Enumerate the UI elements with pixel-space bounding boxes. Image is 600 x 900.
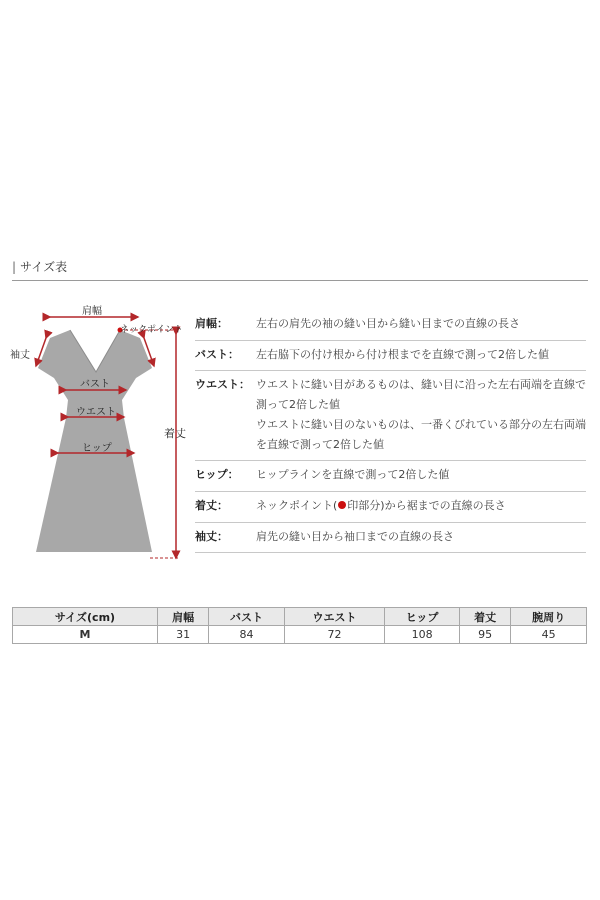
desc-row-bust: [195, 341, 586, 371]
size-table-header: 腕周り: [511, 608, 587, 626]
desc-term: 着丈：: [195, 499, 228, 512]
size-table-header-row: [13, 608, 587, 626]
desc-term: ウエスト：: [195, 378, 250, 391]
desc-row-sleeve: [195, 523, 586, 553]
red-dot-icon: [338, 501, 346, 509]
desc-row-length: [195, 492, 586, 523]
desc-text: 肩先の縫い目から袖口までの直線の長さ: [256, 530, 454, 543]
size-table: [12, 607, 587, 644]
desc-text: 左右の肩先の袖の縫い目から縫い目までの直線の長さ: [256, 317, 520, 330]
size-cell: M: [13, 626, 158, 644]
desc-term: 肩幅：: [195, 317, 228, 330]
desc-row-waist: [195, 371, 586, 461]
desc-text: 測って2倍した値: [256, 398, 340, 411]
size-cell: 108: [385, 626, 460, 644]
table-row: [13, 626, 587, 644]
length-label: 着丈: [164, 427, 186, 440]
waist-label: ウエスト: [76, 407, 116, 418]
size-cell: 31: [158, 626, 209, 644]
desc-text: [256, 496, 586, 516]
measurement-descriptions: [195, 310, 586, 553]
size-table-header: ヒップ: [385, 608, 460, 626]
sleeve-label: 袖丈: [10, 350, 30, 361]
desc-term: ヒップ：: [195, 468, 239, 481]
section-title-text: サイズ表: [20, 260, 68, 274]
size-table-header: バスト: [209, 608, 285, 626]
size-table-header: サイズ(cm): [13, 608, 158, 626]
desc-text: ヒップラインを直線で測って2倍した値: [256, 468, 450, 481]
size-cell: 72: [284, 626, 384, 644]
size-table-header: 肩幅: [158, 608, 209, 626]
size-cell: 95: [460, 626, 511, 644]
desc-term: 袖丈：: [195, 530, 228, 543]
desc-row-hip: [195, 461, 586, 492]
desc-text: ウエストに縫い目のないものは、一番くびれている部分の左右両端: [256, 418, 586, 431]
title-divider: [12, 280, 588, 281]
desc-text: を直線で測って2倍した値: [256, 438, 384, 451]
section-title: | サイズ表: [12, 260, 68, 274]
desc-text: 左右脇下の付け根から付け根までを直線で測って2倍した値: [256, 348, 549, 361]
dress-diagram: [0, 290, 190, 570]
desc-text-before: ネックポイント(: [256, 499, 338, 512]
desc-text: ウエストに縫い目があるものは、縫い目に沿った左右両端を直線で: [256, 378, 586, 391]
desc-term: バスト：: [195, 348, 239, 361]
desc-row-shoulder: [195, 310, 586, 341]
shoulder-label: 肩幅: [82, 306, 102, 317]
neckpoint-label: ネックポイント: [120, 325, 184, 335]
size-cell: 45: [511, 626, 587, 644]
desc-text-after: 印部分)から裾までの直線の長さ: [347, 499, 506, 512]
size-table-header: ウエスト: [284, 608, 384, 626]
size-table-header: 着丈: [460, 608, 511, 626]
bust-label: バスト: [80, 379, 110, 390]
hip-label: ヒップ: [82, 443, 112, 454]
size-cell: 84: [209, 626, 285, 644]
